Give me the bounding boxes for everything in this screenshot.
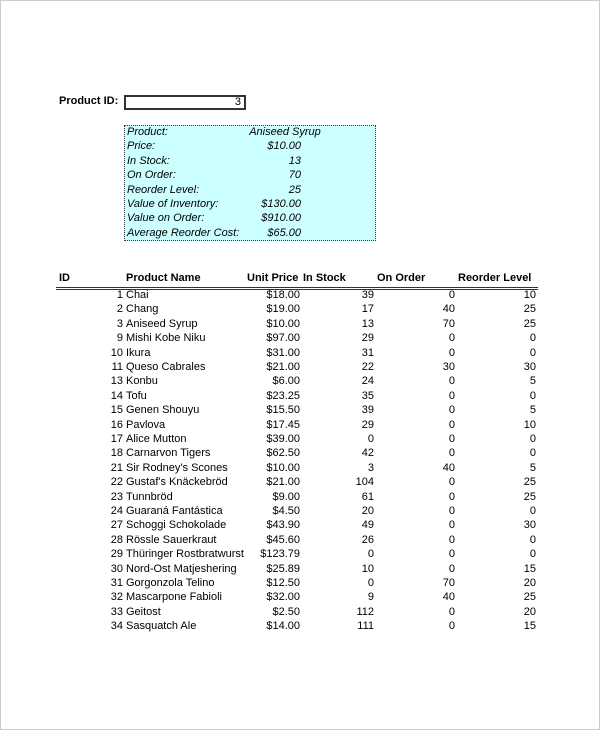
cell-on-order: 0 <box>448 433 455 445</box>
cell-on-order: 0 <box>448 289 455 301</box>
cell-in-stock: 3 <box>367 461 374 474</box>
cell-id: 21 <box>110 461 123 474</box>
cell-in-stock: 17 <box>361 303 374 316</box>
cell-id: 10 <box>110 346 123 359</box>
cell-on-order: 70 <box>442 317 455 330</box>
cell-product-name: Ikura <box>126 346 151 359</box>
info-row <box>126 155 376 169</box>
cell-product-name: Sasquatch Ale <box>126 620 197 633</box>
cell-on-order: 0 <box>448 548 455 561</box>
cell-id: 9 <box>116 332 123 345</box>
info-row <box>126 212 376 226</box>
cell-unit-price: $23.25 <box>266 389 300 402</box>
info-row <box>126 140 376 154</box>
header-unit-price: Unit Price <box>247 272 299 284</box>
cell-unit-price: $10.00 <box>266 317 300 330</box>
cell-reorder-level: 30 <box>523 519 536 532</box>
cell-unit-price: $31.00 <box>266 346 300 359</box>
cell-on-order: 40 <box>442 591 455 604</box>
table-row <box>1 534 600 548</box>
table-row <box>1 433 600 447</box>
cell-product-name: Tofu <box>126 389 147 402</box>
cell-reorder-level: 15 <box>523 620 536 633</box>
cell-in-stock: 22 <box>361 361 374 373</box>
cell-in-stock: 35 <box>361 389 374 402</box>
cell-product-name: Alice Mutton <box>126 433 187 445</box>
cell-unit-price: $21.00 <box>266 361 300 373</box>
info-value: $130.00 <box>261 198 301 210</box>
info-label: Price: <box>127 140 156 153</box>
cell-in-stock: 29 <box>361 418 374 431</box>
cell-in-stock: 42 <box>361 447 374 460</box>
cell-in-stock: 24 <box>361 375 374 388</box>
info-value: 25 <box>288 183 301 196</box>
info-label: Product: <box>127 126 168 138</box>
cell-on-order: 0 <box>448 447 455 460</box>
cell-product-name: Nord-Ost Matjeshering <box>126 562 237 575</box>
cell-product-name: Chai <box>126 289 149 301</box>
info-label: Value of Inventory: <box>127 198 219 210</box>
info-row <box>126 227 376 241</box>
cell-reorder-level: 25 <box>523 303 536 316</box>
cell-reorder-level: 0 <box>529 447 536 460</box>
cell-reorder-level: 5 <box>529 375 536 388</box>
cell-product-name: Mishi Kobe Niku <box>126 332 206 345</box>
cell-on-order: 0 <box>448 476 455 489</box>
cell-id: 23 <box>110 490 123 503</box>
cell-on-order: 40 <box>442 303 455 316</box>
cell-product-name: Rössle Sauerkraut <box>126 533 217 546</box>
cell-in-stock: 39 <box>361 404 374 417</box>
cell-unit-price: $6.00 <box>272 375 300 388</box>
cell-product-name: Sir Rodney's Scones <box>126 461 228 474</box>
info-value: Aniseed Syrup <box>249 126 321 138</box>
table-row <box>1 390 600 404</box>
cell-unit-price: $123.79 <box>260 548 300 561</box>
cell-on-order: 0 <box>448 375 455 388</box>
cell-reorder-level: 25 <box>523 591 536 604</box>
cell-reorder-level: 10 <box>523 289 536 301</box>
cell-product-name: Guaraná Fantástica <box>126 505 223 517</box>
table-row <box>1 332 600 346</box>
info-value: $910.00 <box>261 212 301 225</box>
cell-id: 27 <box>110 519 123 532</box>
cell-in-stock: 31 <box>361 346 374 359</box>
cell-reorder-level: 5 <box>529 461 536 474</box>
table-row <box>1 447 600 461</box>
cell-id: 13 <box>110 375 123 388</box>
cell-in-stock: 0 <box>367 433 374 445</box>
cell-id: 3 <box>116 317 123 330</box>
cell-product-name: Schoggi Schokolade <box>126 519 227 532</box>
cell-unit-price: $39.00 <box>266 433 300 445</box>
table-row <box>1 548 600 562</box>
cell-on-order: 0 <box>448 404 455 417</box>
cell-product-name: Carnarvon Tigers <box>126 447 211 460</box>
table-row <box>1 606 600 620</box>
cell-id: 1 <box>116 289 123 301</box>
cell-unit-price: $10.00 <box>266 461 300 474</box>
cell-id: 2 <box>116 303 123 316</box>
cell-on-order: 0 <box>448 505 455 517</box>
cell-id: 30 <box>110 562 123 575</box>
cell-on-order: 0 <box>448 533 455 546</box>
table-row <box>1 476 600 490</box>
info-value: $65.00 <box>267 226 301 239</box>
cell-reorder-level: 5 <box>529 404 536 417</box>
cell-reorder-level: 0 <box>529 433 536 445</box>
cell-in-stock: 49 <box>361 519 374 532</box>
cell-id: 18 <box>110 447 123 460</box>
info-label: Value on Order: <box>127 212 205 225</box>
cell-id: 29 <box>110 548 123 561</box>
cell-product-name: Gustaf's Knäckebröd <box>126 476 228 489</box>
cell-unit-price: $19.00 <box>266 303 300 316</box>
cell-in-stock: 0 <box>367 548 374 561</box>
cell-reorder-level: 15 <box>523 562 536 575</box>
header-reorder-level: Reorder Level <box>458 272 532 284</box>
cell-reorder-level: 30 <box>523 361 536 373</box>
cell-id: 16 <box>110 418 123 431</box>
cell-reorder-level: 0 <box>529 389 536 402</box>
cell-on-order: 0 <box>448 562 455 575</box>
cell-unit-price: $62.50 <box>266 447 300 460</box>
table-row <box>1 347 600 361</box>
cell-product-name: Queso Cabrales <box>126 361 206 373</box>
product-id-label: Product ID: <box>59 95 119 107</box>
cell-unit-price: $15.50 <box>266 404 300 417</box>
cell-in-stock: 39 <box>361 289 374 301</box>
table-row <box>1 577 600 591</box>
cell-in-stock: 10 <box>361 562 374 575</box>
cell-reorder-level: 0 <box>529 505 536 517</box>
cell-on-order: 70 <box>442 577 455 589</box>
info-value: 70 <box>288 169 301 182</box>
cell-reorder-level: 25 <box>523 476 536 489</box>
cell-in-stock: 29 <box>361 332 374 345</box>
cell-unit-price: $97.00 <box>266 332 300 345</box>
cell-on-order: 0 <box>448 620 455 633</box>
cell-on-order: 0 <box>448 332 455 345</box>
cell-product-name: Mascarpone Fabioli <box>126 591 222 604</box>
table-row <box>1 375 600 389</box>
cell-reorder-level: 0 <box>529 533 536 546</box>
cell-reorder-level: 0 <box>529 332 536 345</box>
cell-product-name: Geitost <box>126 605 161 618</box>
header-on-order: On Order <box>377 272 426 284</box>
cell-id: 32 <box>110 591 123 604</box>
info-row <box>126 169 376 183</box>
cell-in-stock: 9 <box>367 591 374 604</box>
cell-id: 24 <box>110 505 123 517</box>
cell-on-order: 0 <box>448 519 455 532</box>
cell-in-stock: 0 <box>367 577 374 589</box>
cell-product-name: Aniseed Syrup <box>126 317 198 330</box>
cell-unit-price: $45.60 <box>266 533 300 546</box>
cell-product-name: Gorgonzola Telino <box>126 577 215 589</box>
cell-product-name: Konbu <box>126 375 158 388</box>
cell-on-order: 0 <box>448 418 455 431</box>
info-row <box>126 198 376 212</box>
table-row <box>1 491 600 505</box>
info-row <box>126 184 376 198</box>
cell-unit-price: $4.50 <box>272 505 300 517</box>
cell-unit-price: $21.00 <box>266 476 300 489</box>
table-row <box>1 289 600 303</box>
cell-product-name: Chang <box>126 303 159 316</box>
cell-id: 28 <box>110 533 123 546</box>
cell-reorder-level: 20 <box>523 605 536 618</box>
table-row <box>1 591 600 605</box>
cell-in-stock: 20 <box>361 505 374 517</box>
table-row <box>1 462 600 476</box>
cell-unit-price: $25.89 <box>266 562 300 575</box>
info-value: $10.00 <box>267 140 301 153</box>
table-row <box>1 361 600 375</box>
cell-on-order: 0 <box>448 346 455 359</box>
product-id-input[interactable]: 3 <box>124 95 246 110</box>
info-value: 13 <box>288 154 301 167</box>
cell-unit-price: $14.00 <box>266 620 300 633</box>
info-row <box>126 126 376 140</box>
table-row <box>1 404 600 418</box>
cell-in-stock: 61 <box>361 490 374 503</box>
table-row <box>1 519 600 533</box>
cell-unit-price: $18.00 <box>266 289 300 301</box>
cell-in-stock: 111 <box>357 620 374 633</box>
cell-product-name: Thüringer Rostbratwurst <box>126 548 244 561</box>
cell-on-order: 40 <box>442 461 455 474</box>
cell-reorder-level: 0 <box>529 346 536 359</box>
header-product-name: Product Name <box>126 272 201 284</box>
table-row <box>1 303 600 317</box>
cell-reorder-level: 25 <box>523 317 536 330</box>
cell-in-stock: 104 <box>355 476 374 489</box>
cell-reorder-level: 20 <box>523 577 536 589</box>
cell-id: 11 <box>111 361 123 373</box>
info-label: Reorder Level: <box>127 183 200 196</box>
cell-unit-price: $2.50 <box>272 605 300 618</box>
info-label: Average Reorder Cost: <box>127 226 240 239</box>
cell-id: 33 <box>110 605 123 618</box>
cell-id: 17 <box>110 433 123 445</box>
cell-unit-price: $17.45 <box>266 418 300 431</box>
cell-reorder-level: 25 <box>523 490 536 503</box>
cell-unit-price: $9.00 <box>272 490 300 503</box>
cell-on-order: 0 <box>448 490 455 503</box>
cell-on-order: 0 <box>448 389 455 402</box>
table-row <box>1 318 600 332</box>
cell-id: 15 <box>110 404 123 417</box>
cell-id: 34 <box>110 620 123 633</box>
cell-id: 14 <box>110 389 123 402</box>
cell-unit-price: $12.50 <box>266 577 300 589</box>
cell-unit-price: $43.90 <box>266 519 300 532</box>
cell-id: 22 <box>110 476 123 489</box>
cell-in-stock: 13 <box>361 317 374 330</box>
table-row <box>1 419 600 433</box>
cell-product-name: Pavlova <box>126 418 166 431</box>
cell-reorder-level: 10 <box>523 418 536 431</box>
table-row <box>1 505 600 519</box>
product-info-panel <box>124 125 376 241</box>
info-label: On Order: <box>127 169 176 182</box>
cell-in-stock: 26 <box>361 533 374 546</box>
cell-reorder-level: 0 <box>529 548 536 561</box>
header-id: ID <box>59 272 70 284</box>
cell-product-name: Genen Shouyu <box>126 404 200 417</box>
cell-in-stock: 112 <box>356 605 374 618</box>
cell-id: 31 <box>110 577 123 589</box>
cell-on-order: 30 <box>442 361 455 373</box>
product-table-body <box>1 289 600 637</box>
header-in-stock: In Stock <box>303 272 346 284</box>
cell-unit-price: $32.00 <box>266 591 300 604</box>
table-row <box>1 620 600 634</box>
table-row <box>1 563 600 577</box>
info-label: In Stock: <box>127 154 170 167</box>
cell-product-name: Tunnbröd <box>126 490 173 503</box>
cell-on-order: 0 <box>448 605 455 618</box>
